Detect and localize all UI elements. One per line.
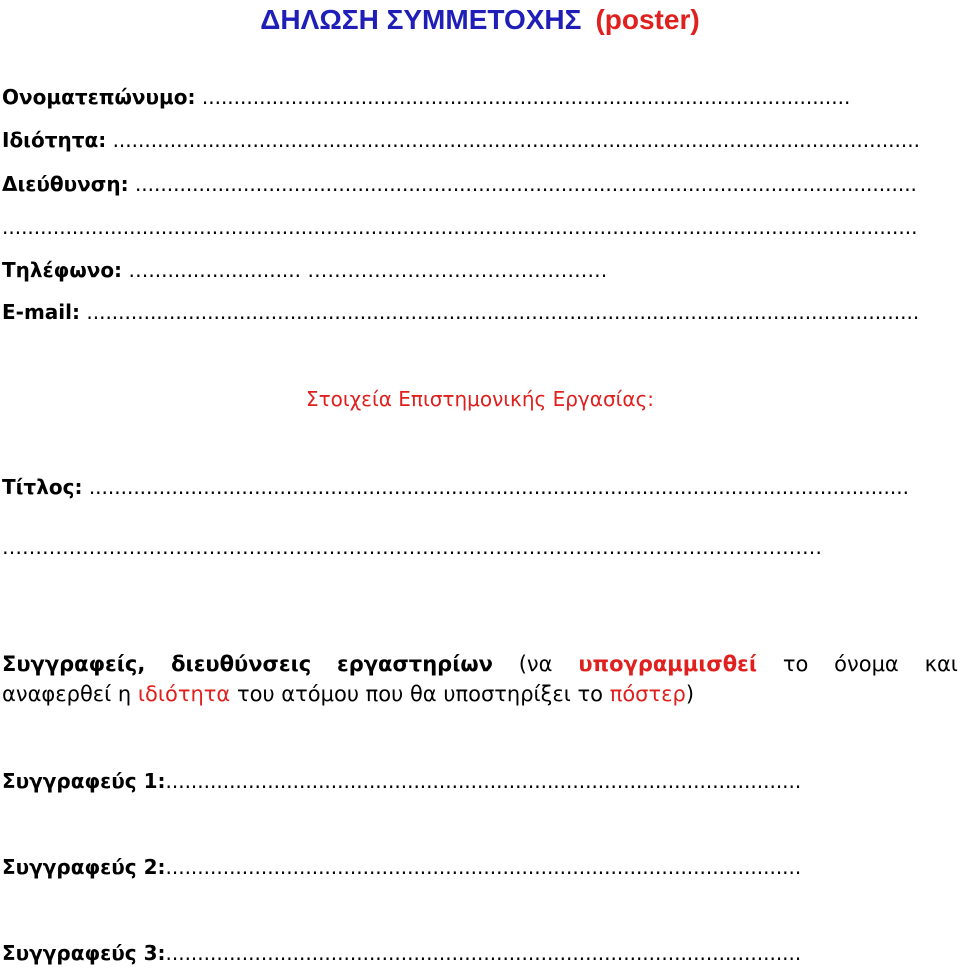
email-field[interactable]: [2, 299, 956, 325]
address-line-2[interactable]: [2, 214, 956, 240]
work-title-field[interactable]: [2, 474, 956, 500]
email-label: E-mail:: [2, 300, 81, 324]
author-2-fill[interactable]: ....................................................................................................: [165, 855, 802, 879]
name-fill[interactable]: ......................................................................................................: [201, 85, 851, 109]
author-2-label: Συγγραφεύς 2:: [2, 855, 166, 879]
phone-field[interactable]: [2, 257, 956, 283]
work-title-line-2[interactable]: [2, 534, 956, 560]
form-heading: [0, 0, 960, 40]
author-1-fill[interactable]: ....................................................................................................: [165, 769, 802, 793]
name-label: Ονοματεπώνυμο:: [2, 85, 196, 109]
author-3-label: Συγγραφεύς 3:: [2, 941, 166, 965]
authors-instructions: [2, 649, 958, 711]
position-field[interactable]: [2, 127, 956, 153]
work-title-label: Τίτλος:: [2, 475, 83, 499]
author-1-label: Συγγραφεύς 1:: [2, 769, 166, 793]
form-heading-sub: (poster): [595, 4, 700, 35]
name-field[interactable]: [2, 84, 956, 110]
authors-instructions-line-1: Συγγραφείς, διευθύνσεις εργαστηρίων (να υπογραμμισθεί το όνομα και: [2, 649, 958, 679]
address-fill[interactable]: ...........................................................................................................................: [134, 172, 917, 196]
position-label: Ιδιότητα:: [2, 128, 107, 152]
address-label: Διεύθυνση:: [2, 172, 129, 196]
work-title-fill[interactable]: .................................................................................................................................: [88, 475, 909, 499]
work-title-fill-2[interactable]: ……………………………………………………………………………………………………………: [2, 535, 822, 559]
author-3-fill[interactable]: ....................................................................................................: [165, 941, 802, 965]
work-section-title: Στοιχεία Επιστημονικής Εργασίας:: [305, 387, 655, 411]
author-2-field[interactable]: [2, 854, 956, 880]
form-heading-main: ΔΗΛΩΣΗ ΣΥΜΜΕΤΟΧΗΣ: [260, 4, 582, 35]
underline-instruction: υπογραμμισθεί: [578, 652, 758, 676]
author-1-field[interactable]: [2, 768, 956, 794]
position-fill[interactable]: ...............................................................................................................................: [112, 128, 920, 152]
authors-instructions-line-2: αναφερθεί η ιδιότητα του ατόμου που θα υποστηρίξει το πόστερ): [2, 682, 695, 706]
author-3-field[interactable]: [2, 940, 956, 966]
phone-label: Τηλέφωνο:: [2, 258, 123, 282]
email-fill[interactable]: ...................................................................................................................................: [86, 300, 920, 324]
phone-fill[interactable]: …........................ ………………………………………: [128, 258, 608, 282]
address-fill-2[interactable]: ................................................................................................................................................: [2, 215, 918, 239]
address-field[interactable]: [2, 171, 956, 197]
